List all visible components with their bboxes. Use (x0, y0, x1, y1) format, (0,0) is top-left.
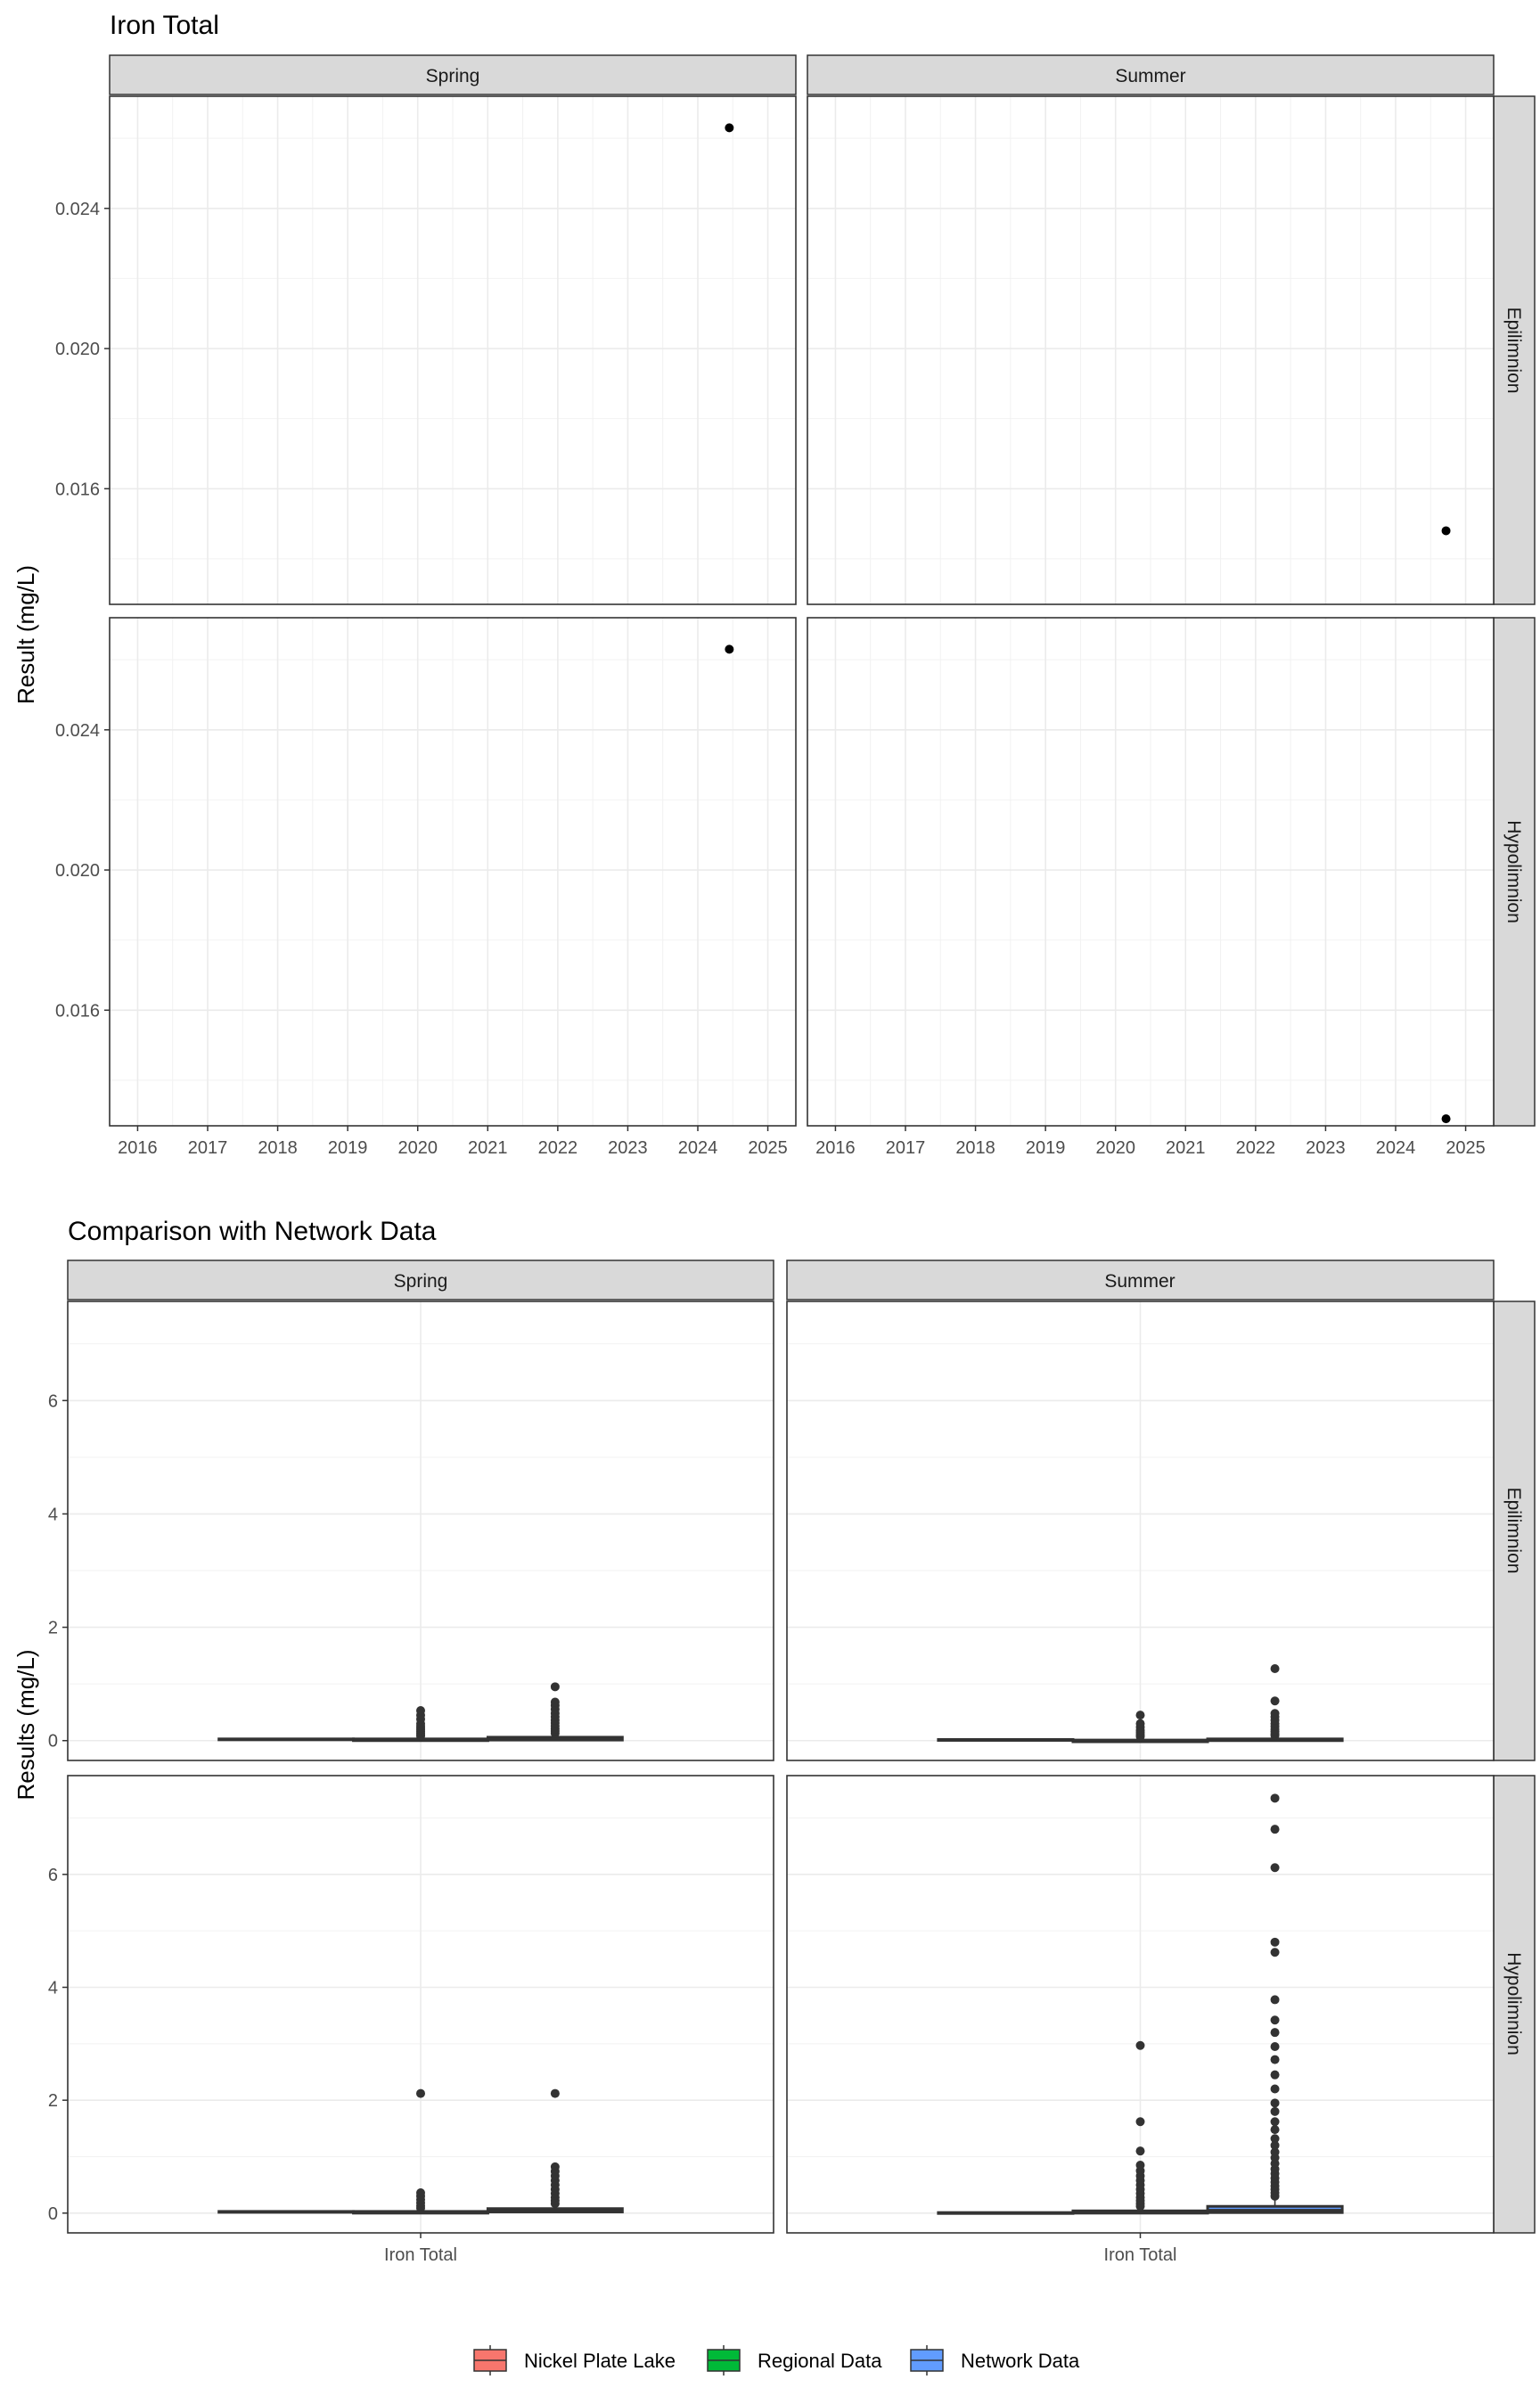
y-tick-label: 4 (47, 1505, 58, 1525)
chart-2-panel-summer-epilimnion (787, 1301, 1494, 1760)
y-tick-label: 0.020 (54, 861, 100, 882)
data-point (1442, 526, 1451, 535)
x-tick-label: 2023 (608, 1138, 648, 1158)
chart-1-strip-spring-label: Spring (425, 66, 480, 86)
outlier-point (1271, 1709, 1280, 1718)
y-tick-label: 0 (47, 1731, 58, 1752)
outlier-point (1271, 2028, 1280, 2037)
box-nickel-plate-lake (938, 2212, 1073, 2213)
x-tick-label: 2017 (187, 1138, 228, 1158)
chart-2-title: Comparison with Network Data (68, 1217, 437, 1246)
x-tick-label: 2020 (1095, 1138, 1135, 1158)
chart-1-y-axis-label: Result (mg/L) (12, 564, 39, 705)
y-tick-label: 0.016 (54, 1001, 100, 1022)
chart-1-panel-spring-epilimnion (55, 96, 796, 604)
chart-2-legend (474, 2345, 1080, 2375)
outlier-point (551, 2089, 560, 2098)
outlier-point (1271, 2134, 1280, 2143)
outlier-point (551, 1682, 560, 1691)
outlier-point (551, 2162, 560, 2171)
outlier-point (1271, 1825, 1280, 1834)
chart-1-strip-epilimnion-label: Epilimnion (1503, 307, 1524, 394)
x-tick-label: 2016 (118, 1138, 158, 1158)
box-nickel-plate-lake (219, 1739, 354, 1740)
x-tick-label: 2024 (677, 1138, 718, 1158)
x-tick-label: 2018 (955, 1138, 995, 1158)
legend-key-network-data (911, 2345, 943, 2375)
y-tick-label: 4 (47, 1978, 58, 1998)
x-tick-label: 2017 (885, 1138, 926, 1158)
chart-1-panel-spring-hypolimnion (55, 618, 796, 1158)
legend-label-regional-data: Regional Data (758, 2350, 882, 2372)
outlier-point (1136, 2146, 1145, 2155)
legend-label-nickel-plate-lake: Nickel Plate Lake (524, 2350, 676, 2372)
x-tick-label: 2021 (468, 1138, 508, 1158)
y-tick-label: 0.020 (54, 340, 100, 360)
outlier-point (1136, 2041, 1145, 2050)
chart-2-strip-summer-label: Summer (1104, 1271, 1175, 1292)
chart-1-strip-summer-label: Summer (1115, 66, 1186, 86)
outlier-point (1271, 2107, 1280, 2116)
y-tick-label: 2 (47, 2091, 58, 2112)
outlier-point (1271, 1995, 1280, 2004)
x-tick-label: Iron Total (1103, 2245, 1177, 2265)
chart-1-panel-summer-hypolimnion (807, 618, 1494, 1158)
chart-1-panel-summer-epilimnion (807, 96, 1494, 604)
outlier-point (1136, 2161, 1145, 2170)
box-nickel-plate-lake (219, 2211, 354, 2212)
chart-2-strip-epilimnion-label: Epilimnion (1503, 1487, 1524, 1574)
chart-2-panel-summer-hypolimnion (787, 1776, 1494, 2265)
data-point (725, 644, 733, 653)
y-tick-label: 0.024 (54, 199, 100, 219)
outlier-point (1271, 2098, 1280, 2107)
box-nickel-plate-lake (938, 1739, 1073, 1740)
chart-2-panel-spring-epilimnion (48, 1301, 774, 1760)
outlier-point (1136, 2117, 1145, 2126)
x-tick-label: 2018 (258, 1138, 298, 1158)
y-tick-label: 0 (47, 2203, 58, 2224)
outlier-point (1136, 1711, 1145, 1719)
outlier-point (1271, 2015, 1280, 2024)
x-tick-label: 2019 (1025, 1138, 1066, 1158)
y-tick-label: 6 (47, 1865, 58, 1885)
legend-key-nickel-plate-lake (474, 2345, 506, 2375)
outlier-point (1271, 1664, 1280, 1673)
x-tick-label: 2021 (1166, 1138, 1206, 1158)
y-tick-label: 0.024 (54, 720, 100, 741)
x-tick-label: 2024 (1375, 1138, 1416, 1158)
outlier-point (1271, 1948, 1280, 1957)
data-point (1442, 1114, 1451, 1123)
x-tick-label: 2025 (1446, 1138, 1486, 1158)
outlier-point (416, 1706, 425, 1715)
outlier-point (1271, 1938, 1280, 1947)
y-tick-label: 0.016 (54, 480, 100, 500)
legend-label-network-data: Network Data (961, 2350, 1080, 2372)
y-tick-label: 6 (47, 1391, 58, 1412)
outlier-point (1271, 2085, 1280, 2094)
x-tick-label: 2022 (537, 1138, 578, 1158)
x-tick-label: 2022 (1235, 1138, 1276, 1158)
x-tick-label: 2023 (1306, 1138, 1346, 1158)
outlier-point (1136, 1719, 1145, 1728)
outlier-point (1271, 2042, 1280, 2051)
outlier-point (1271, 2117, 1280, 2126)
outlier-point (1271, 2055, 1280, 2064)
chart-2-strip-spring-label: Spring (393, 1271, 448, 1292)
x-tick-label: 2020 (397, 1138, 438, 1158)
x-tick-label: 2016 (815, 1138, 856, 1158)
outlier-point (416, 2188, 425, 2197)
chart-1-strip-hypolimnion-label: Hypolimnion (1503, 820, 1524, 923)
chart-2-y-axis-label: Results (mg/L) (12, 1649, 39, 1801)
chart-1-title: Iron Total (110, 11, 219, 40)
chart-2-panel-spring-hypolimnion (48, 1776, 774, 2265)
outlier-point (1271, 2071, 1280, 2080)
x-tick-label: 2019 (327, 1138, 368, 1158)
chart-2-strip-hypolimnion-label: Hypolimnion (1503, 1952, 1524, 2055)
outlier-point (551, 1698, 560, 1707)
y-tick-label: 2 (47, 1618, 58, 1638)
outlier-point (1271, 2125, 1280, 2134)
outlier-point (416, 2089, 425, 2098)
x-tick-label: 2025 (748, 1138, 788, 1158)
outlier-point (1271, 1793, 1280, 1802)
outlier-point (1271, 1863, 1280, 1872)
data-point (725, 123, 733, 132)
outlier-point (1271, 1696, 1280, 1705)
x-tick-label: Iron Total (384, 2245, 457, 2265)
legend-key-regional-data (708, 2345, 740, 2375)
